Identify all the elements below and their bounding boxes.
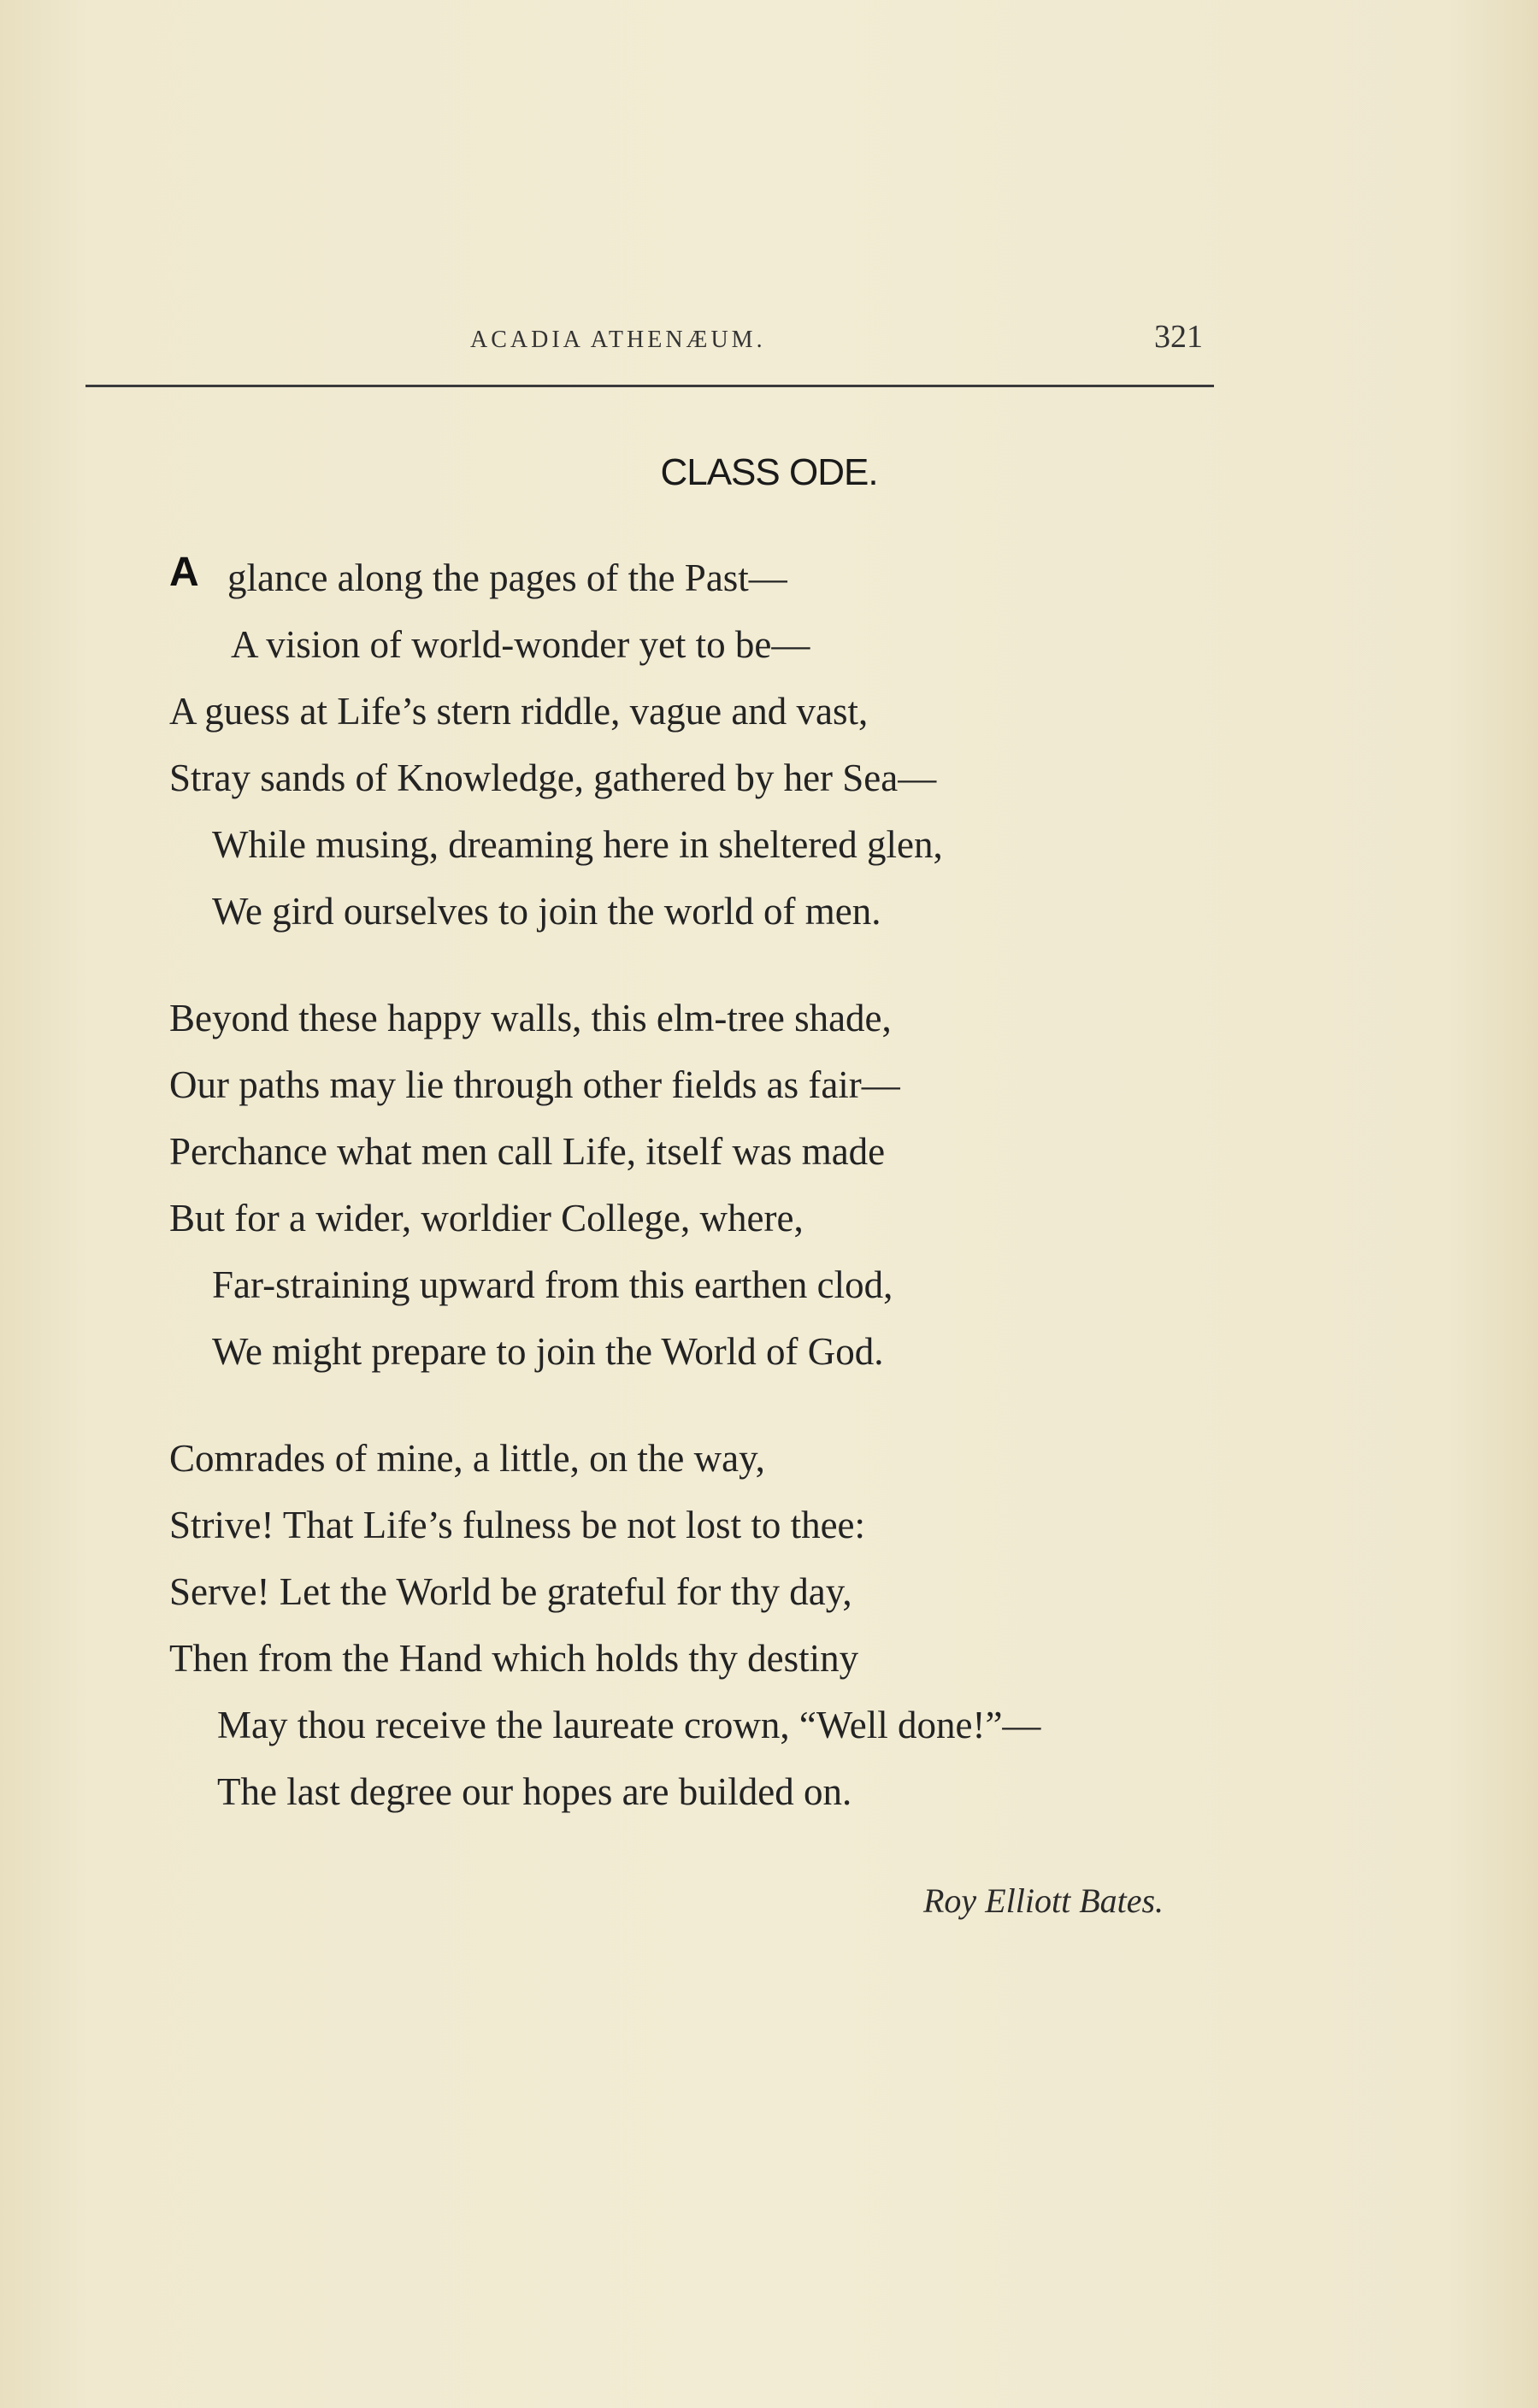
poem-line: A guess at Life’s stern riddle, vague and vast, xyxy=(169,690,869,733)
author-signature: Roy Elliott Bates. xyxy=(923,1881,1164,1920)
poem-line: We gird ourselves to join the world of men. xyxy=(212,890,881,933)
poem-line: Serve! Let the World be grateful for thy day, xyxy=(169,1570,852,1613)
poem-line: Then from the Hand which holds thy destiny xyxy=(169,1637,859,1680)
poem-line: Beyond these happy walls, this elm-tree shade, xyxy=(169,997,892,1039)
poem-line: Our paths may lie through other fields as fair— xyxy=(169,1063,900,1106)
page-number: 321 xyxy=(1154,319,1203,355)
poem-line: May thou receive the laureate crown, “Well done!”— xyxy=(217,1704,1041,1746)
poem-line: The last degree our hopes are builded on. xyxy=(217,1770,852,1813)
poem-line: Far-straining upward from this earthen clod, xyxy=(212,1263,893,1306)
drop-cap: A xyxy=(169,550,199,595)
header-rule xyxy=(85,385,1214,387)
poem-line: While musing, dreaming here in sheltered glen, xyxy=(212,823,943,866)
poem-line-text: glance along the pages of the Past— xyxy=(227,556,787,599)
poem-line: A vision of world-wonder yet to be— xyxy=(231,623,810,666)
page-header xyxy=(85,308,1214,359)
poem-line: But for a wider, worldier College, where, xyxy=(169,1197,804,1239)
poem-title: CLASS ODE. xyxy=(660,451,878,493)
poem-line: Stray sands of Knowledge, gathered by her Sea— xyxy=(169,757,937,799)
running-head: ACADIA ATHENÆUM. xyxy=(470,327,766,353)
poem-line: Strive! That Life’s fulness be not lost to thee: xyxy=(169,1504,866,1546)
poem-line: We might prepare to join the World of God. xyxy=(212,1330,884,1373)
poem-line: Perchance what men call Life, itself was made xyxy=(169,1130,886,1173)
poem-line: Comrades of mine, a little, on the way, xyxy=(169,1437,765,1480)
